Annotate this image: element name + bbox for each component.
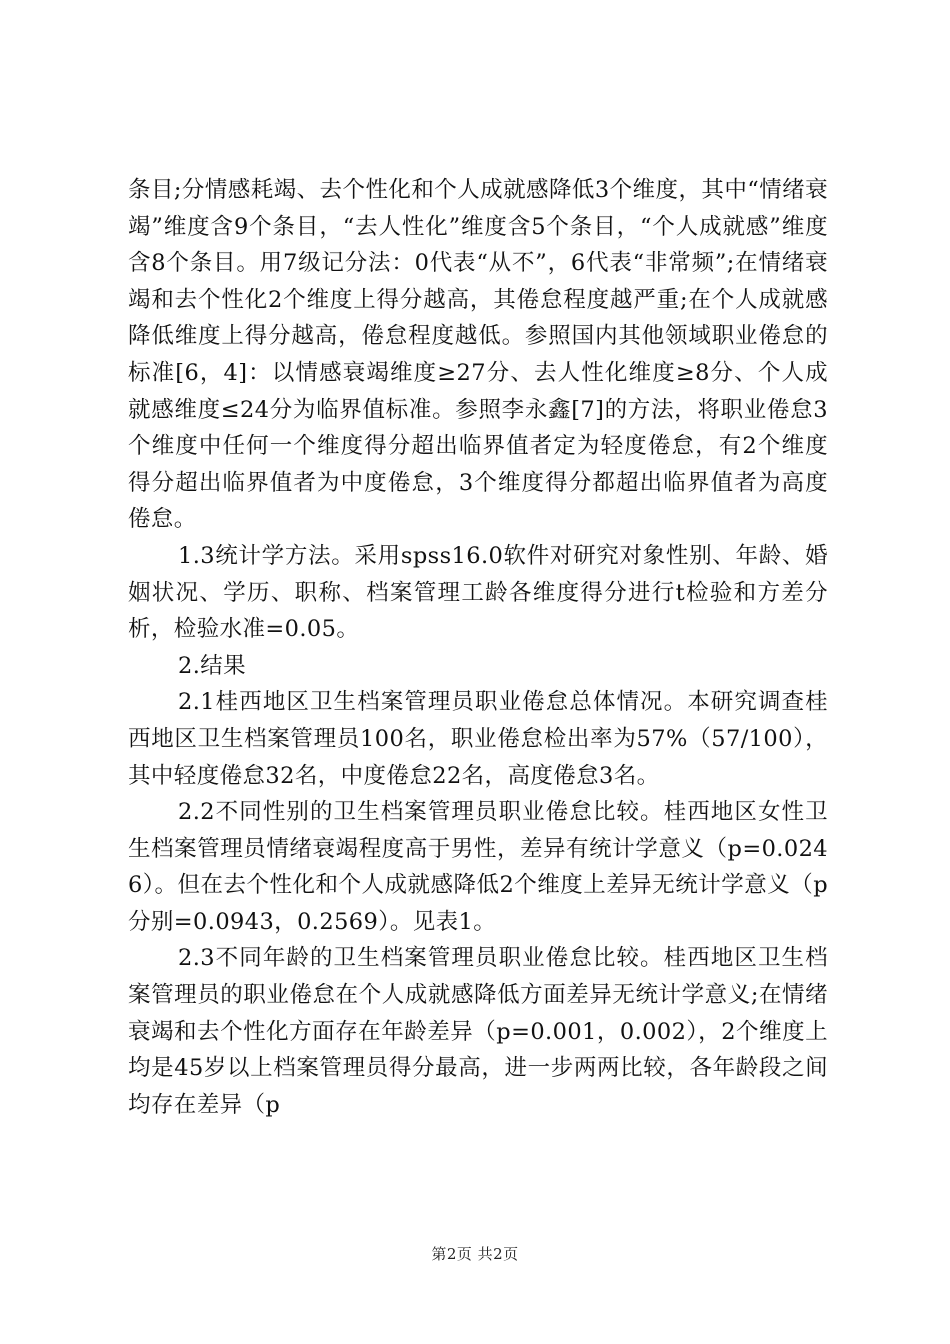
paragraph-statistical-methods: 1.3统计学方法。采用spss16.0软件对研究对象性别、年龄、婚姻状况、学历、职称、档案管理工龄各维度得分进行t检验和方差分析，检验水准=0.05。: [128, 542, 828, 643]
paragraph-age-comparison: 2.3不同年龄的卫生档案管理员职业倦怠比较。桂西地区卫生档案管理员的职业倦怠在个人成就感降低方面差异无统计学意义;在情绪衰竭和去个性化方面存在年龄差异（p=0.001，0.002），2个维度上均是45岁以上档案管理员得分最高，进一步两两比较，各年龄段之间均存在差异（p: [128, 945, 828, 1118]
paragraph-overall-burnout: 2.1桂西地区卫生档案管理员职业倦怠总体情况。本研究调查桂西地区卫生档案管理员100名，职业倦怠检出率为57%（57/100），其中轻度倦怠32名，中度倦怠22名，高度倦怠3名。: [128, 689, 828, 789]
page-number-footer: 第2页 共2页: [431, 1245, 519, 1263]
paragraph-scale-description: 条目;分情感耗竭、去个性化和个人成就感降低3个维度，其中“情绪衰竭”维度含9个条目，“去人性化”维度含5个条目，“个人成就感”维度含8个条目。用7级记分法：0代表“从不”，6代表“非常频”;在情绪衰竭和去个性化2个维度上得分越高，其倦怠程度越严重;在个人成就感降低维度上得分越高，倦怠程度越低。参照国内其他领域职业倦怠的标准[6，4]：以情感衰竭维度≥27分、去人性化维度≥8分、个人成就感维度≤24分为临界值标准。参照李永鑫[7]的方法，将职业倦怠3个维度中任何一个维度得分超出临界值者定为轻度倦怠，有2个维度得分超出临界值者为中度倦怠，3个维度得分都超出临界值者为高度倦怠。: [128, 177, 828, 533]
body-text: [128, 172, 828, 1123]
section-heading-results: 2.结果: [178, 652, 247, 679]
paragraph-gender-comparison: 2.2不同性别的卫生档案管理员职业倦怠比较。桂西地区女性卫生档案管理员情绪衰竭程度高于男性，差异有统计学意义（p=0.0246）。但在去个性化和个人成就感降低2个维度上差异无统计学意义（p分别=0.0943，0.2569）。见表1。: [128, 799, 828, 935]
